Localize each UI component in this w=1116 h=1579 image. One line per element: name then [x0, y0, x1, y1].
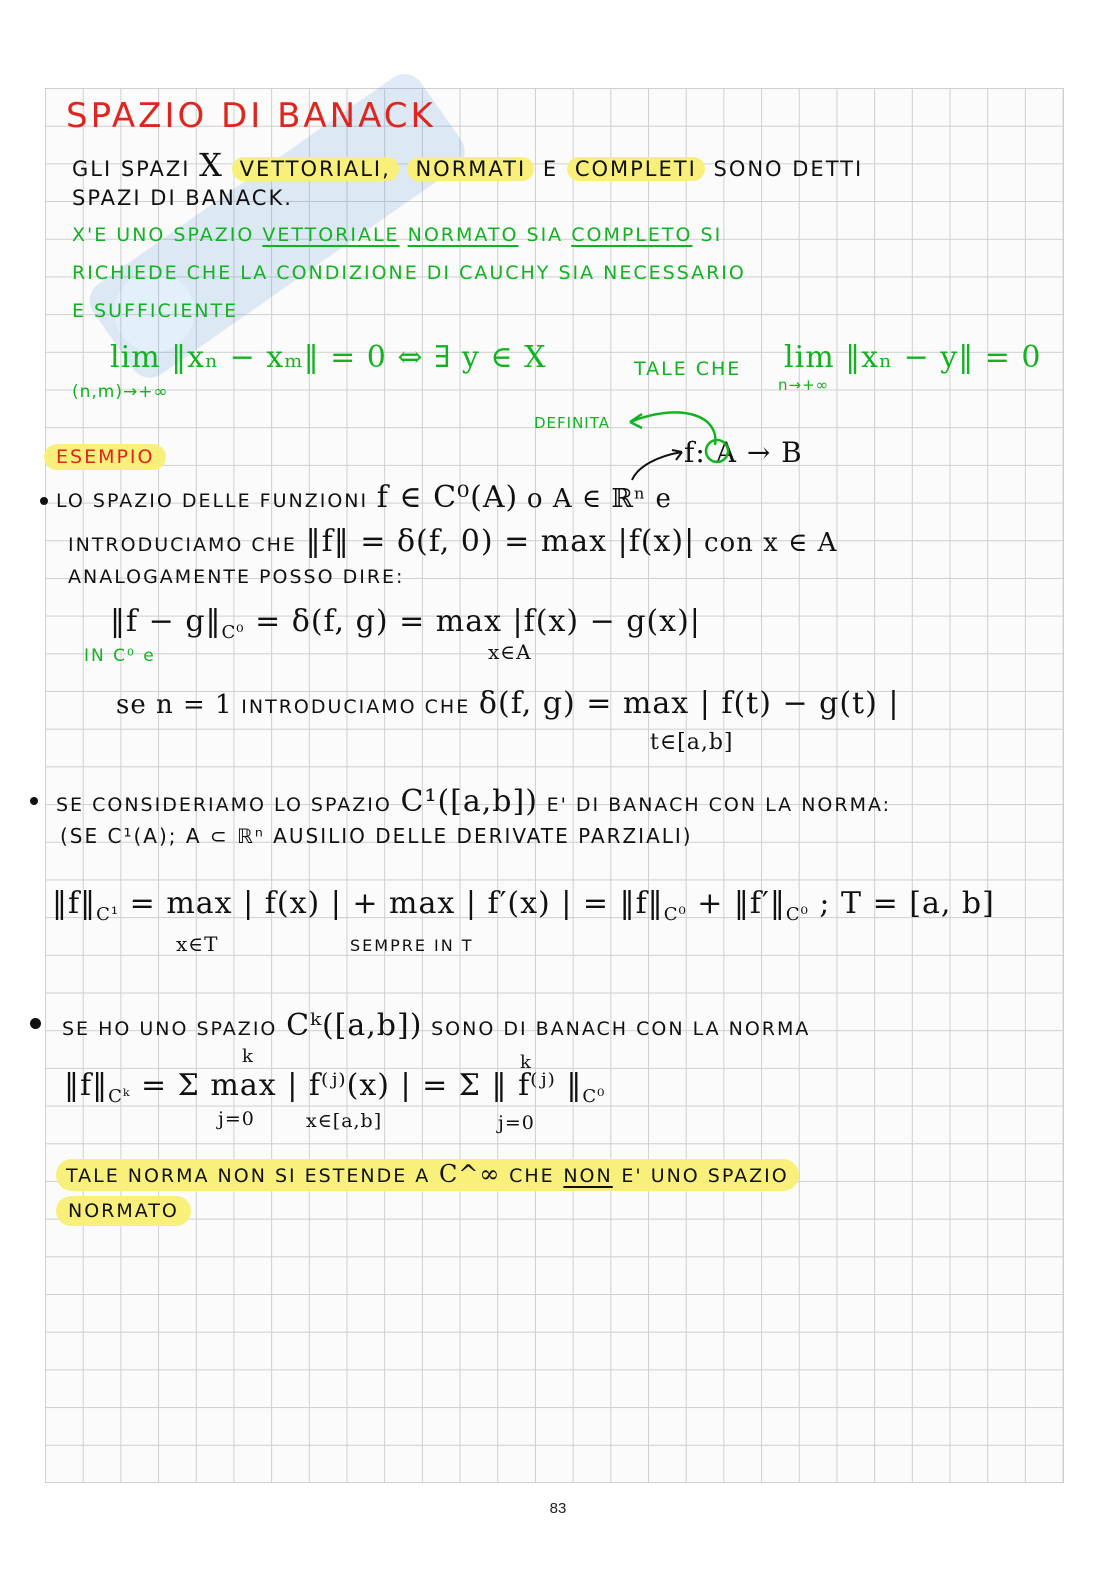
green-si: SI — [700, 224, 723, 246]
highlight-normati: NORMATI — [407, 157, 534, 181]
ck-max-under: x∈[a,b] — [306, 1110, 383, 1132]
green-text: X'E UNO SPAZIO — [72, 224, 255, 246]
green-normato: NORMATO — [407, 224, 519, 246]
distance-formula — [110, 604, 701, 643]
norm-c0-formula: ‖f‖ = δ(f, 0) = max |f(x)| — [305, 524, 696, 559]
case-n-1: se n = 1 — [116, 690, 233, 720]
example-line-1 — [56, 480, 672, 515]
c1-text-2: E' DI BANACH CON LA NORMA: — [546, 794, 892, 816]
bullet-icon — [40, 497, 48, 505]
cauchy-limit-sub-left: (n,m)→+∞ — [72, 382, 169, 402]
intro-set-x: X — [199, 146, 223, 184]
bullet-icon — [30, 797, 38, 805]
distance-norm-sub: C⁰ — [221, 622, 245, 643]
ck-space: Cᵏ([a,b]) — [286, 1008, 423, 1043]
example-line-2 — [68, 524, 837, 559]
c1-norm-rest: = max | f(x) | + max | f′(x) | = ‖f‖ — [129, 886, 664, 921]
map-arrow-icon — [628, 446, 688, 482]
example-formula-1: f ∈ C⁰(A) — [376, 480, 519, 515]
circle-mark-icon — [704, 438, 730, 464]
c1-norm-sub2: C⁰ — [663, 904, 687, 925]
c-infinity: C^∞ — [438, 1160, 501, 1188]
ck-norm-sub: Cᵏ — [108, 1086, 131, 1107]
distance-norm: ‖f − g‖ — [110, 604, 222, 639]
c1-norm-sub: C¹ — [96, 904, 120, 925]
bullet-icon — [30, 1018, 41, 1029]
example-domain: con x ∈ A — [703, 528, 838, 558]
conclusion-che: CHE — [509, 1165, 555, 1187]
cauchy-formula-left: lim ‖xₙ − xₘ‖ = 0 ⇔ ∃ y ∈ X — [110, 340, 547, 375]
c1-norm-end: ; T = [a, b] — [819, 886, 995, 921]
c1-line-2: (SE C¹(A); A ⊂ ℝⁿ AUSILIO DELLE DERIVATE PARZIALI) — [60, 824, 693, 848]
intro-text: GLI SPAZI — [72, 157, 191, 181]
ck-norm-sub2: C⁰ — [582, 1086, 606, 1107]
c1-text-1: SE CONSIDERIAMO LO SPAZIO — [56, 794, 392, 816]
ck-sum-top-2: k — [520, 1052, 532, 1073]
page-number: 83 — [549, 1500, 567, 1517]
cauchy-limit-sub-right: n→+∞ — [778, 376, 830, 394]
definita-note: DEFINITA — [534, 414, 610, 432]
ck-sum-bottom-1: j=0 — [218, 1108, 255, 1130]
green-vettoriale: VETTORIALE — [262, 224, 400, 246]
intro-line-1 — [72, 146, 863, 184]
distance-rest: = δ(f, g) = max |f(x) − g(x)| — [255, 604, 701, 639]
example-label-text: ESEMPIO — [44, 444, 166, 470]
c1-norm-formula — [52, 886, 995, 925]
example-line-3: ANALOGAMENTE POSSO DIRE: — [68, 566, 405, 588]
highlight-completi: COMPLETI — [567, 157, 705, 181]
conclusion-line-2 — [56, 1200, 191, 1222]
example-line-5 — [116, 686, 899, 721]
ck-norm-rest: = Σ max | f⁽ʲ⁾(x) | = Σ ‖ f⁽ʲ⁾ ‖ — [141, 1068, 583, 1103]
distance-interval-formula: δ(f, g) = max | f(t) − g(t) | — [478, 686, 900, 721]
ck-sum-bottom-2: j=0 — [498, 1112, 535, 1134]
interval-under: t∈[a,b] — [650, 730, 734, 755]
conclusion-line-1 — [56, 1160, 799, 1188]
conclusion-text-2: E' UNO SPAZIO — [621, 1165, 789, 1187]
example-label — [44, 446, 166, 468]
c1-space: C¹([a,b]) — [400, 784, 538, 819]
ck-norm-formula — [64, 1068, 605, 1107]
ck-sum-top-1: k — [242, 1046, 254, 1067]
map-definition: f: A → B — [684, 436, 803, 469]
page-title: SPAZIO DI BANACK — [66, 96, 436, 136]
distance-note: IN C⁰ e — [84, 646, 156, 666]
c1-under-2: SEMPRE IN T — [350, 936, 474, 955]
c1-norm-sub3: C⁰ — [785, 904, 809, 925]
intro-text-end: SONO DETTI — [713, 157, 864, 181]
c1-norm-plus: + ‖f′‖ — [697, 886, 786, 921]
ck-text-1: SE HO UNO SPAZIO — [62, 1018, 278, 1040]
cauchy-tale-che: TALE CHE — [634, 358, 742, 380]
example-text-2: INTRODUCIAMO CHE — [68, 534, 297, 556]
ck-norm: ‖f‖ — [64, 1068, 109, 1103]
example-text-5: INTRODUCIAMO CHE — [241, 696, 471, 718]
intro-and: E — [542, 157, 559, 181]
ck-text-2: SONO DI BANACH CON LA NORMA — [431, 1018, 811, 1040]
conclusion-highlight — [56, 1159, 799, 1191]
intro-line-2: SPAZI DI BANACK. — [72, 186, 293, 210]
ck-line-1 — [62, 1008, 810, 1043]
green-sia: SIA — [526, 224, 564, 246]
green-completo: COMPLETO — [571, 224, 693, 246]
c1-under-1: x∈T — [176, 932, 219, 956]
conclusion-non: NON — [563, 1165, 613, 1187]
example-text-1: LO SPAZIO DELLE FUNZIONI — [56, 490, 369, 512]
conclusion-normato: NORMATO — [56, 1196, 191, 1226]
cauchy-formula-right: lim ‖xₙ − y‖ = 0 — [784, 340, 1042, 375]
distance-under: x∈A — [488, 640, 532, 664]
highlight-vettoriali: VETTORIALI, — [232, 157, 399, 181]
c1-norm: ‖f‖ — [52, 886, 97, 921]
green-line-2: RICHIEDE CHE LA CONDIZIONE DI CAUCHY SIA NECESSARIO — [72, 262, 746, 284]
example-formula-1b: o A ∈ ℝⁿ e — [526, 484, 672, 514]
conclusion-text-1: TALE NORMA NON SI ESTENDE A — [66, 1165, 431, 1187]
green-line-1 — [72, 224, 722, 246]
green-line-3: E SUFFICIENTE — [72, 300, 239, 322]
c1-line-1 — [56, 784, 891, 819]
